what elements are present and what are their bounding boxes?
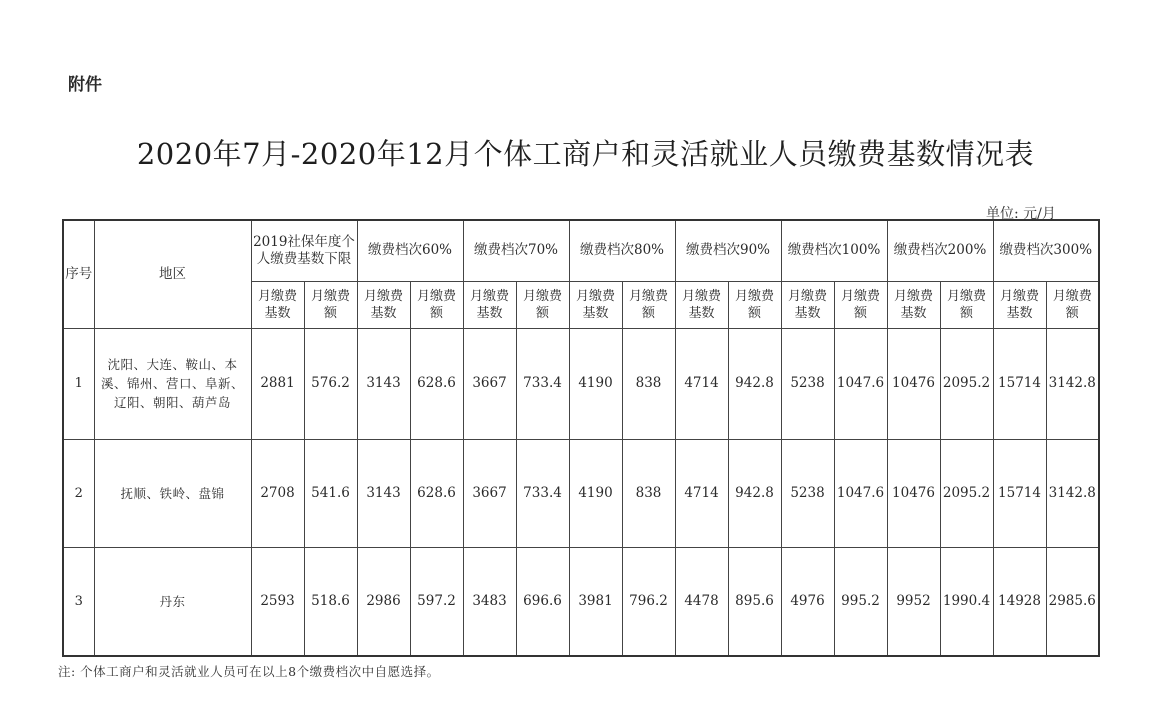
row-seq: 1 xyxy=(63,328,94,439)
cell-70-base: 3667 xyxy=(463,439,516,547)
header-tier-80: 缴费档次80% xyxy=(569,220,675,281)
subheader-amount: 月缴费额 xyxy=(728,281,781,328)
cell-80-amount: 796.2 xyxy=(622,547,675,656)
header-seq: 序号 xyxy=(63,220,94,328)
header-tier-60: 缴费档次60% xyxy=(357,220,463,281)
cell-80-base: 4190 xyxy=(569,328,622,439)
subheader-amount: 月缴费额 xyxy=(1046,281,1099,328)
subheader-base: 月缴费基数 xyxy=(993,281,1046,328)
subheader-base: 月缴费基数 xyxy=(251,281,304,328)
header-tier-200: 缴费档次200% xyxy=(887,220,993,281)
subheader-amount: 月缴费额 xyxy=(304,281,357,328)
cell-90-base: 4714 xyxy=(675,439,728,547)
cell-300-amount: 2985.6 xyxy=(1046,547,1099,656)
contribution-base-table xyxy=(62,219,1100,657)
cell-90-amount: 942.8 xyxy=(728,328,781,439)
table-row xyxy=(63,547,1099,656)
cell-70-amount: 733.4 xyxy=(516,328,569,439)
cell-200-amount: 2095.2 xyxy=(940,439,993,547)
cell-min-amount: 518.6 xyxy=(304,547,357,656)
cell-70-base: 3667 xyxy=(463,328,516,439)
cell-200-amount: 1990.4 xyxy=(940,547,993,656)
cell-200-base: 9952 xyxy=(887,547,940,656)
header-tier-90: 缴费档次90% xyxy=(675,220,781,281)
header-region: 地区 xyxy=(94,220,251,328)
cell-70-amount: 733.4 xyxy=(516,439,569,547)
header-row-groups xyxy=(63,220,1099,281)
cell-60-amount: 628.6 xyxy=(410,439,463,547)
footnote: 注: 个体工商户和灵活就业人员可在以上8个缴费档次中自愿选择。 xyxy=(58,664,440,679)
header-tier-100: 缴费档次100% xyxy=(781,220,887,281)
header-tier-70: 缴费档次70% xyxy=(463,220,569,281)
subheader-base: 月缴费基数 xyxy=(781,281,834,328)
subheader-base: 月缴费基数 xyxy=(675,281,728,328)
cell-200-amount: 2095.2 xyxy=(940,328,993,439)
cell-60-base: 3143 xyxy=(357,439,410,547)
header-minimum-base: 2019社保年度个人缴费基数下限 xyxy=(251,220,357,281)
subheader-amount: 月缴费额 xyxy=(622,281,675,328)
table-row xyxy=(63,328,1099,439)
subheader-amount: 月缴费额 xyxy=(410,281,463,328)
cell-90-amount: 942.8 xyxy=(728,439,781,547)
table-body xyxy=(63,220,1099,656)
cell-300-amount: 3142.8 xyxy=(1046,328,1099,439)
subheader-base: 月缴费基数 xyxy=(357,281,410,328)
row-region: 沈阳、大连、鞍山、本溪、锦州、营口、阜新、辽阳、朝阳、葫芦岛 xyxy=(94,328,251,439)
header-tier-300: 缴费档次300% xyxy=(993,220,1099,281)
cell-300-amount: 3142.8 xyxy=(1046,439,1099,547)
cell-300-base: 14928 xyxy=(993,547,1046,656)
subheader-base: 月缴费基数 xyxy=(887,281,940,328)
cell-min-amount: 576.2 xyxy=(304,328,357,439)
cell-60-base: 3143 xyxy=(357,328,410,439)
attachment-label: 附件 xyxy=(68,75,102,95)
row-seq: 3 xyxy=(63,547,94,656)
cell-min-amount: 541.6 xyxy=(304,439,357,547)
cell-min-base: 2881 xyxy=(251,328,304,439)
cell-80-amount: 838 xyxy=(622,328,675,439)
cell-100-amount: 995.2 xyxy=(834,547,887,656)
cell-100-base: 5238 xyxy=(781,439,834,547)
subheader-amount: 月缴费额 xyxy=(834,281,887,328)
cell-100-amount: 1047.6 xyxy=(834,439,887,547)
subheader-base: 月缴费基数 xyxy=(463,281,516,328)
cell-100-base: 4976 xyxy=(781,547,834,656)
cell-100-base: 5238 xyxy=(781,328,834,439)
cell-80-base: 4190 xyxy=(569,439,622,547)
cell-80-amount: 838 xyxy=(622,439,675,547)
table-row xyxy=(63,439,1099,547)
cell-min-base: 2708 xyxy=(251,439,304,547)
row-region: 丹东 xyxy=(94,547,251,656)
cell-100-amount: 1047.6 xyxy=(834,328,887,439)
cell-60-amount: 628.6 xyxy=(410,328,463,439)
subheader-amount: 月缴费额 xyxy=(516,281,569,328)
cell-min-base: 2593 xyxy=(251,547,304,656)
cell-90-base: 4478 xyxy=(675,547,728,656)
cell-60-base: 2986 xyxy=(357,547,410,656)
subheader-base: 月缴费基数 xyxy=(569,281,622,328)
cell-80-base: 3981 xyxy=(569,547,622,656)
cell-300-base: 15714 xyxy=(993,439,1046,547)
unit-label: 单位: 元/月 xyxy=(986,206,1056,222)
cell-200-base: 10476 xyxy=(887,439,940,547)
cell-90-amount: 895.6 xyxy=(728,547,781,656)
cell-60-amount: 597.2 xyxy=(410,547,463,656)
cell-70-amount: 696.6 xyxy=(516,547,569,656)
row-seq: 2 xyxy=(63,439,94,547)
row-region: 抚顺、铁岭、盘锦 xyxy=(94,439,251,547)
cell-200-base: 10476 xyxy=(887,328,940,439)
cell-300-base: 15714 xyxy=(993,328,1046,439)
subheader-amount: 月缴费额 xyxy=(940,281,993,328)
cell-90-base: 4714 xyxy=(675,328,728,439)
cell-70-base: 3483 xyxy=(463,547,516,656)
document-title: 2020年7月-2020年12月个体工商户和灵活就业人员缴费基数情况表 xyxy=(136,137,1035,171)
